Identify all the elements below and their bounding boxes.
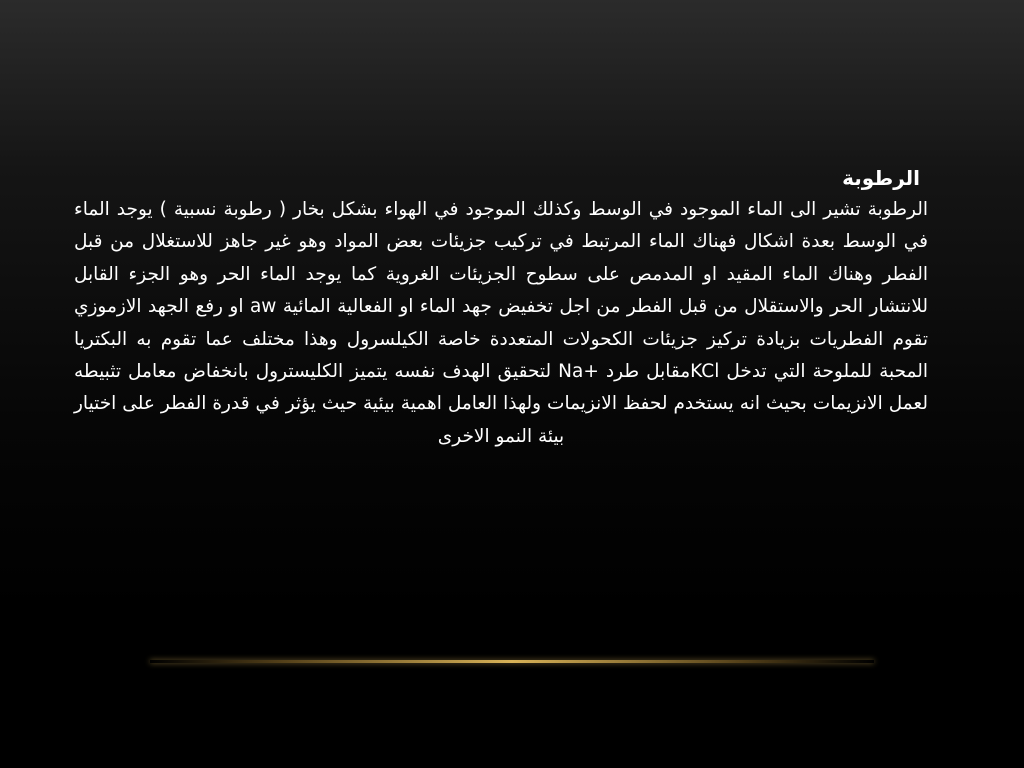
slide-content <box>74 162 928 453</box>
gold-divider-line <box>150 660 874 663</box>
slide-body-text: الرطوبة تشير الى الماء الموجود في الوسط وكذلك الموجود في الهواء بشكل بخار ( رطوبة نسبية ) يوجد الماء في الوسط بعدة اشكال فهناك الماء المرتبط في تركيب جزيئات بعض المواد وهو غير جاهز للاستغلال من قبل الفطر وهناك الماء المقيد او المدمص على سطوح الجزيئات الغروية كما يوجد الماء الحر وهو الجزء القابل للانتشار الحر والاستقلال من قبل الفطر من اجل تخفيض جهد الماء او الفعالية المائية aw او رفع الجهد الازموزي تقوم الفطريات بزيادة تركيز جزيئات الكحولات المتعددة خاصة الكيلسرول وهذا مختلف عما تقوم به البكتريا المحبة للملوحة التي تدخل KClمقابل طرد +Na لتحقيق الهدف نفسه يتميز الكليسترول بانخفاض معامل تثبيطه لعمل الانزيمات بحيث انه يستخدم لحفظ الانزيمات ولهذا العامل اهمية بيئية حيث يؤثر في قدرة الفطر على اختيار بيئة النمو الاخرى <box>74 199 929 447</box>
slide-title: الرطوبة <box>842 166 920 190</box>
